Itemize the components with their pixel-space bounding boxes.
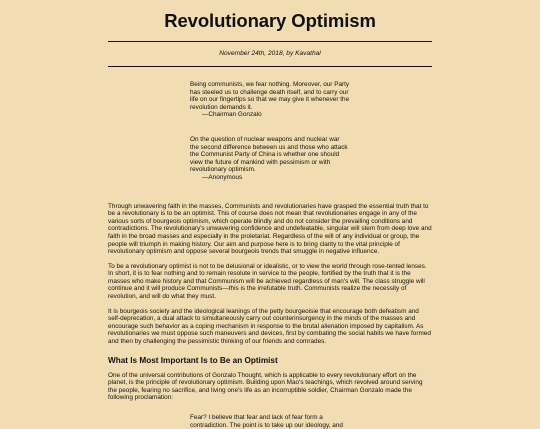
section-heading: What Is Most Important Is to Be an Optimist: [108, 355, 278, 365]
quote-text: Being communists, we fear nothing. Moreover, our Party has steeled us to challenge death itself, and to carry our life on our fingertips so that we may give it whenever the revolution demands it.: [190, 81, 350, 111]
byline: November 24th, 2018, by Kavathal: [219, 50, 321, 57]
quote-text: Fear? I believe that fear and lack of fear form a contradiction. The point is to take up our ideology, and: [190, 414, 343, 429]
epigraph-quote: [190, 136, 350, 182]
quote-text: On the question of nuclear weapons and nuclear war the second difference between us and those who attack the Communist Party of China is whether one should view the future of mankind with pessimism or with revolutionary optimism.: [190, 135, 348, 174]
block-quote: [190, 414, 350, 429]
body-paragraph: One of the universal contributions of Gonzalo Thought, which is applicable to every revolutionary effort on the planet, is the principle of revolutionary optimism. Building upon Mao's teachings, which revolved around serving the people, fearing no sacrifice, and living one's life as an incorruptible soldier, Chairman Gonzalo made the following proclamation:: [108, 371, 423, 402]
page-title: Revolutionary Optimism: [164, 10, 376, 31]
body-paragraph: To be a revolutionary optimist is not to be delusional or idealistic, or to view the world through rose-tented lenses. In short, it is to fear nothing and to remain resolute in service to the people, fortified by the truth that it is the masses who make history and that Communism will be achieved regardless of man's will. The class struggle will continue and it will produce Communists—this is the irrefutable truth. Communists realize the necessity of revolution, and will do what they must.: [108, 262, 427, 301]
byline-divider: [108, 66, 432, 67]
quote-attribution: —Chairman Gonzalo: [202, 111, 262, 119]
article-body: [108, 203, 432, 402]
body-paragraph: It is bourgeois society and the ideological leanings of the petty bourgeoisie that encourage both defeatism and self-deprecation, a dual attack to simultaneously carry out counterinsurgency in the minds of the masses and encourage such behavior as a coping mechanism in response to the brutal alienation imposed by capitalism. As revolutionaries we must oppose such maneuvers and devices, first by combating the social habits we have formed and then by challenging the pessimistic thinking of our friends and comrades.: [108, 307, 431, 346]
epigraph-quote: [190, 81, 350, 119]
article: [108, 0, 432, 429]
body-paragraph: Through unwavering faith in the masses, Communists and revolutionaries have grasped the essential truth that to be a revolutionary is to be an optimist. This of course does not mean that revolutionaries engage in any of the various sorts of bourgeois optimism, which operate blindly and do not consider the prevailing conditions and contradictions. The revolutionary's unwavering confidence and undefeatable, singular will stem from deep love and faith in the broad masses and especially in the proletariat. Regardless of the will of any individual or group, the people will triumph in making history. Our aim and purpose here is to bring clarity to the vital principle of revolutionary optimism and oppose several bourgeois trends that smuggle in negative influence.: [108, 202, 432, 256]
quote-attribution: —Anonymous: [202, 173, 243, 181]
title-divider: [108, 41, 432, 42]
